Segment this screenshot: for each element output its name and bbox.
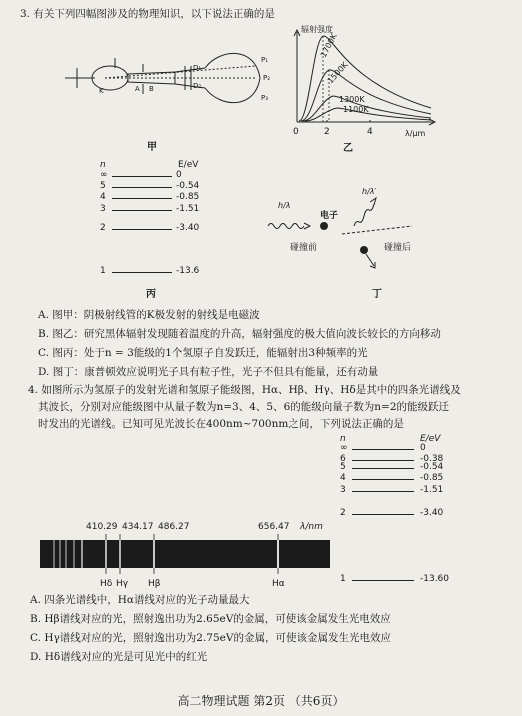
fig-bing-level-e: -0.85: [176, 192, 200, 202]
fig-bing-level-n: 2: [100, 223, 106, 233]
spectrum-line-hgamma: Hγ: [116, 579, 129, 589]
q3-option-d[interactable]: D. 图丁：康普顿效应说明光子具有粒子性，光子不但具有能量，还有动量: [38, 366, 379, 378]
fig-bing-level-e: -1.51: [176, 204, 200, 214]
fig-bing-level-n: ∞: [100, 170, 108, 180]
q4-option-d[interactable]: D. Hδ谱线对应的光是可见光中的红光: [30, 651, 208, 663]
fig-ding-after: 碰撞后: [384, 243, 412, 253]
fig-bing-level-e: -0.54: [176, 181, 200, 191]
fig-yi-curve-1700k: 1700K: [318, 32, 339, 59]
q4-level-e: -0.54: [420, 462, 444, 472]
q4-option-a[interactable]: A. 四条光谱线中，Hα谱线对应的光子动量最大: [30, 594, 250, 606]
fig-bing-label: 丙: [146, 289, 156, 300]
spectrum-wavelength-434: 434.17: [122, 522, 154, 532]
fig-jia-label-p1: P₁: [261, 56, 269, 64]
fig-bing-level-n: 3: [100, 204, 106, 214]
fig-ding-compton: [262, 186, 432, 278]
spectrum-wavelength-410: 410.29: [86, 522, 118, 532]
fig-ding-photon-out: h/λ′: [362, 187, 377, 196]
q4-level-n: 4: [340, 473, 346, 483]
fig-bing-energy-levels: [100, 160, 250, 280]
spectrum-unit: λ/nm: [300, 522, 323, 532]
q4-level-e: -1.51: [420, 485, 444, 495]
spectrum-wavelength-656: 656.47: [258, 522, 290, 532]
fig-jia-label: 甲: [147, 142, 157, 153]
fig-yi-tick-4: 4: [367, 127, 373, 137]
q4-n-header: n: [340, 434, 346, 444]
q4-level-e: -0.38: [420, 454, 444, 464]
q4-level-n: 2: [340, 508, 346, 518]
q4-energy-levels: [340, 434, 500, 590]
fig-yi-curve-1300k: 1300K: [339, 95, 365, 104]
q4-level-e: 0: [420, 443, 426, 453]
fig-yi-tick-2: 2: [324, 127, 330, 137]
fig-yi-ylabel: 辐射强度: [301, 25, 333, 34]
q3-option-b[interactable]: B. 图乙：研究黑体辐射发现随着温度的升高，辐射强度的极大值向波长较长的方向移动: [38, 328, 441, 340]
fig-jia-label-p2: P₂: [263, 74, 271, 82]
fig-yi-curve-1500k: 1500K: [325, 60, 350, 86]
fig-ding-photon-in: h/λ: [278, 201, 291, 210]
q4-stem-line-1: 4. 如图所示为氢原子的发射光谱和氢原子能级图，Hα、Hβ、Hγ、Hδ是其中的四条光谱线及: [28, 384, 461, 396]
q3-option-a[interactable]: A. 图甲：阴极射线管的K极发射的射线是电磁波: [38, 309, 260, 321]
spectrum-line-hbeta: Hβ: [148, 579, 161, 589]
fig-jia-label-p3: P₃: [261, 94, 269, 102]
spectrum-line-halpha: Hα: [272, 579, 285, 589]
fig-yi-curve-1100k: 1100K: [343, 105, 369, 114]
q4-level-n: 3: [340, 485, 346, 495]
fig-yi-tick-0: 0: [293, 127, 299, 137]
q4-option-c[interactable]: C. Hγ谱线对应的光，照射逸出功为2.75eV的金属，可使该金属发生光电效应: [30, 632, 391, 644]
q4-e-header: E/eV: [420, 434, 441, 444]
fig-yi-blackbody-chart: [285, 22, 445, 144]
fig-bing-e-header: E/eV: [178, 160, 199, 170]
fig-ding-electron: 电子: [320, 211, 339, 221]
q3-option-c[interactable]: C. 图丙：处于n = 3能级的1个氢原子自发跃迁，能辐射出3种频率的光: [38, 347, 368, 359]
fig-bing-level-n: 5: [100, 181, 106, 191]
fig-jia-label-k: K: [99, 87, 104, 95]
q4-stem-line-3: 时发出的光谱线。已知可见光波长在400nm~700nm之间，下列说法正确的是: [38, 418, 404, 430]
fig-bing-n-header: n: [100, 160, 106, 170]
fig-bing-level-n: 4: [100, 192, 106, 202]
q4-level-n: 5: [340, 462, 346, 472]
fig-jia-label-a: A: [135, 85, 140, 93]
fig-jia-label-d2: D₂: [193, 82, 202, 90]
q4-level-e: -3.40: [420, 508, 444, 518]
fig-ding-label: 丁: [372, 289, 382, 300]
q4-level-n: ∞: [340, 443, 348, 453]
fig-yi-xlabel: λ/μm: [405, 129, 426, 138]
q4-level-n: 1: [340, 574, 346, 584]
fig-jia-label-b: B: [149, 85, 154, 93]
spectrum-line-hdelta: Hδ: [100, 579, 113, 589]
fig-bing-level-n: 1: [100, 266, 106, 276]
q4-level-e: -0.85: [420, 473, 444, 483]
q4-level-e: -13.60: [420, 574, 450, 584]
fig-bing-level-e: -13.6: [176, 266, 200, 276]
q4-option-b[interactable]: B. Hβ谱线对应的光，照射逸出功为2.65eV的金属，可使该金属发生光电效应: [30, 613, 391, 625]
q3-stem: 3. 有关下列四幅图涉及的物理知识，以下说法正确的是: [20, 8, 275, 20]
fig-ding-before: 碰撞前: [290, 243, 318, 253]
fig-jia-label-d1: D₁: [193, 64, 202, 72]
fig-yi-label: 乙: [343, 143, 353, 154]
page-footer: 高二物理试题 第2页 （共6页）: [177, 694, 345, 708]
spectrum-wavelength-486: 486.27: [158, 522, 190, 532]
fig-jia-cathode-ray-tube: [55, 38, 275, 118]
q4-stem-line-2: 其波长，分别对应能级图中从量子数为n=3、4、5、6的能级向量子数为n=2的能级跃迁: [38, 401, 450, 413]
fig-bing-level-e: -3.40: [176, 223, 200, 233]
fig-bing-level-e: 0: [176, 170, 182, 180]
q4-level-n: 6: [340, 454, 346, 464]
q4-spectrum-chart: [40, 534, 340, 594]
